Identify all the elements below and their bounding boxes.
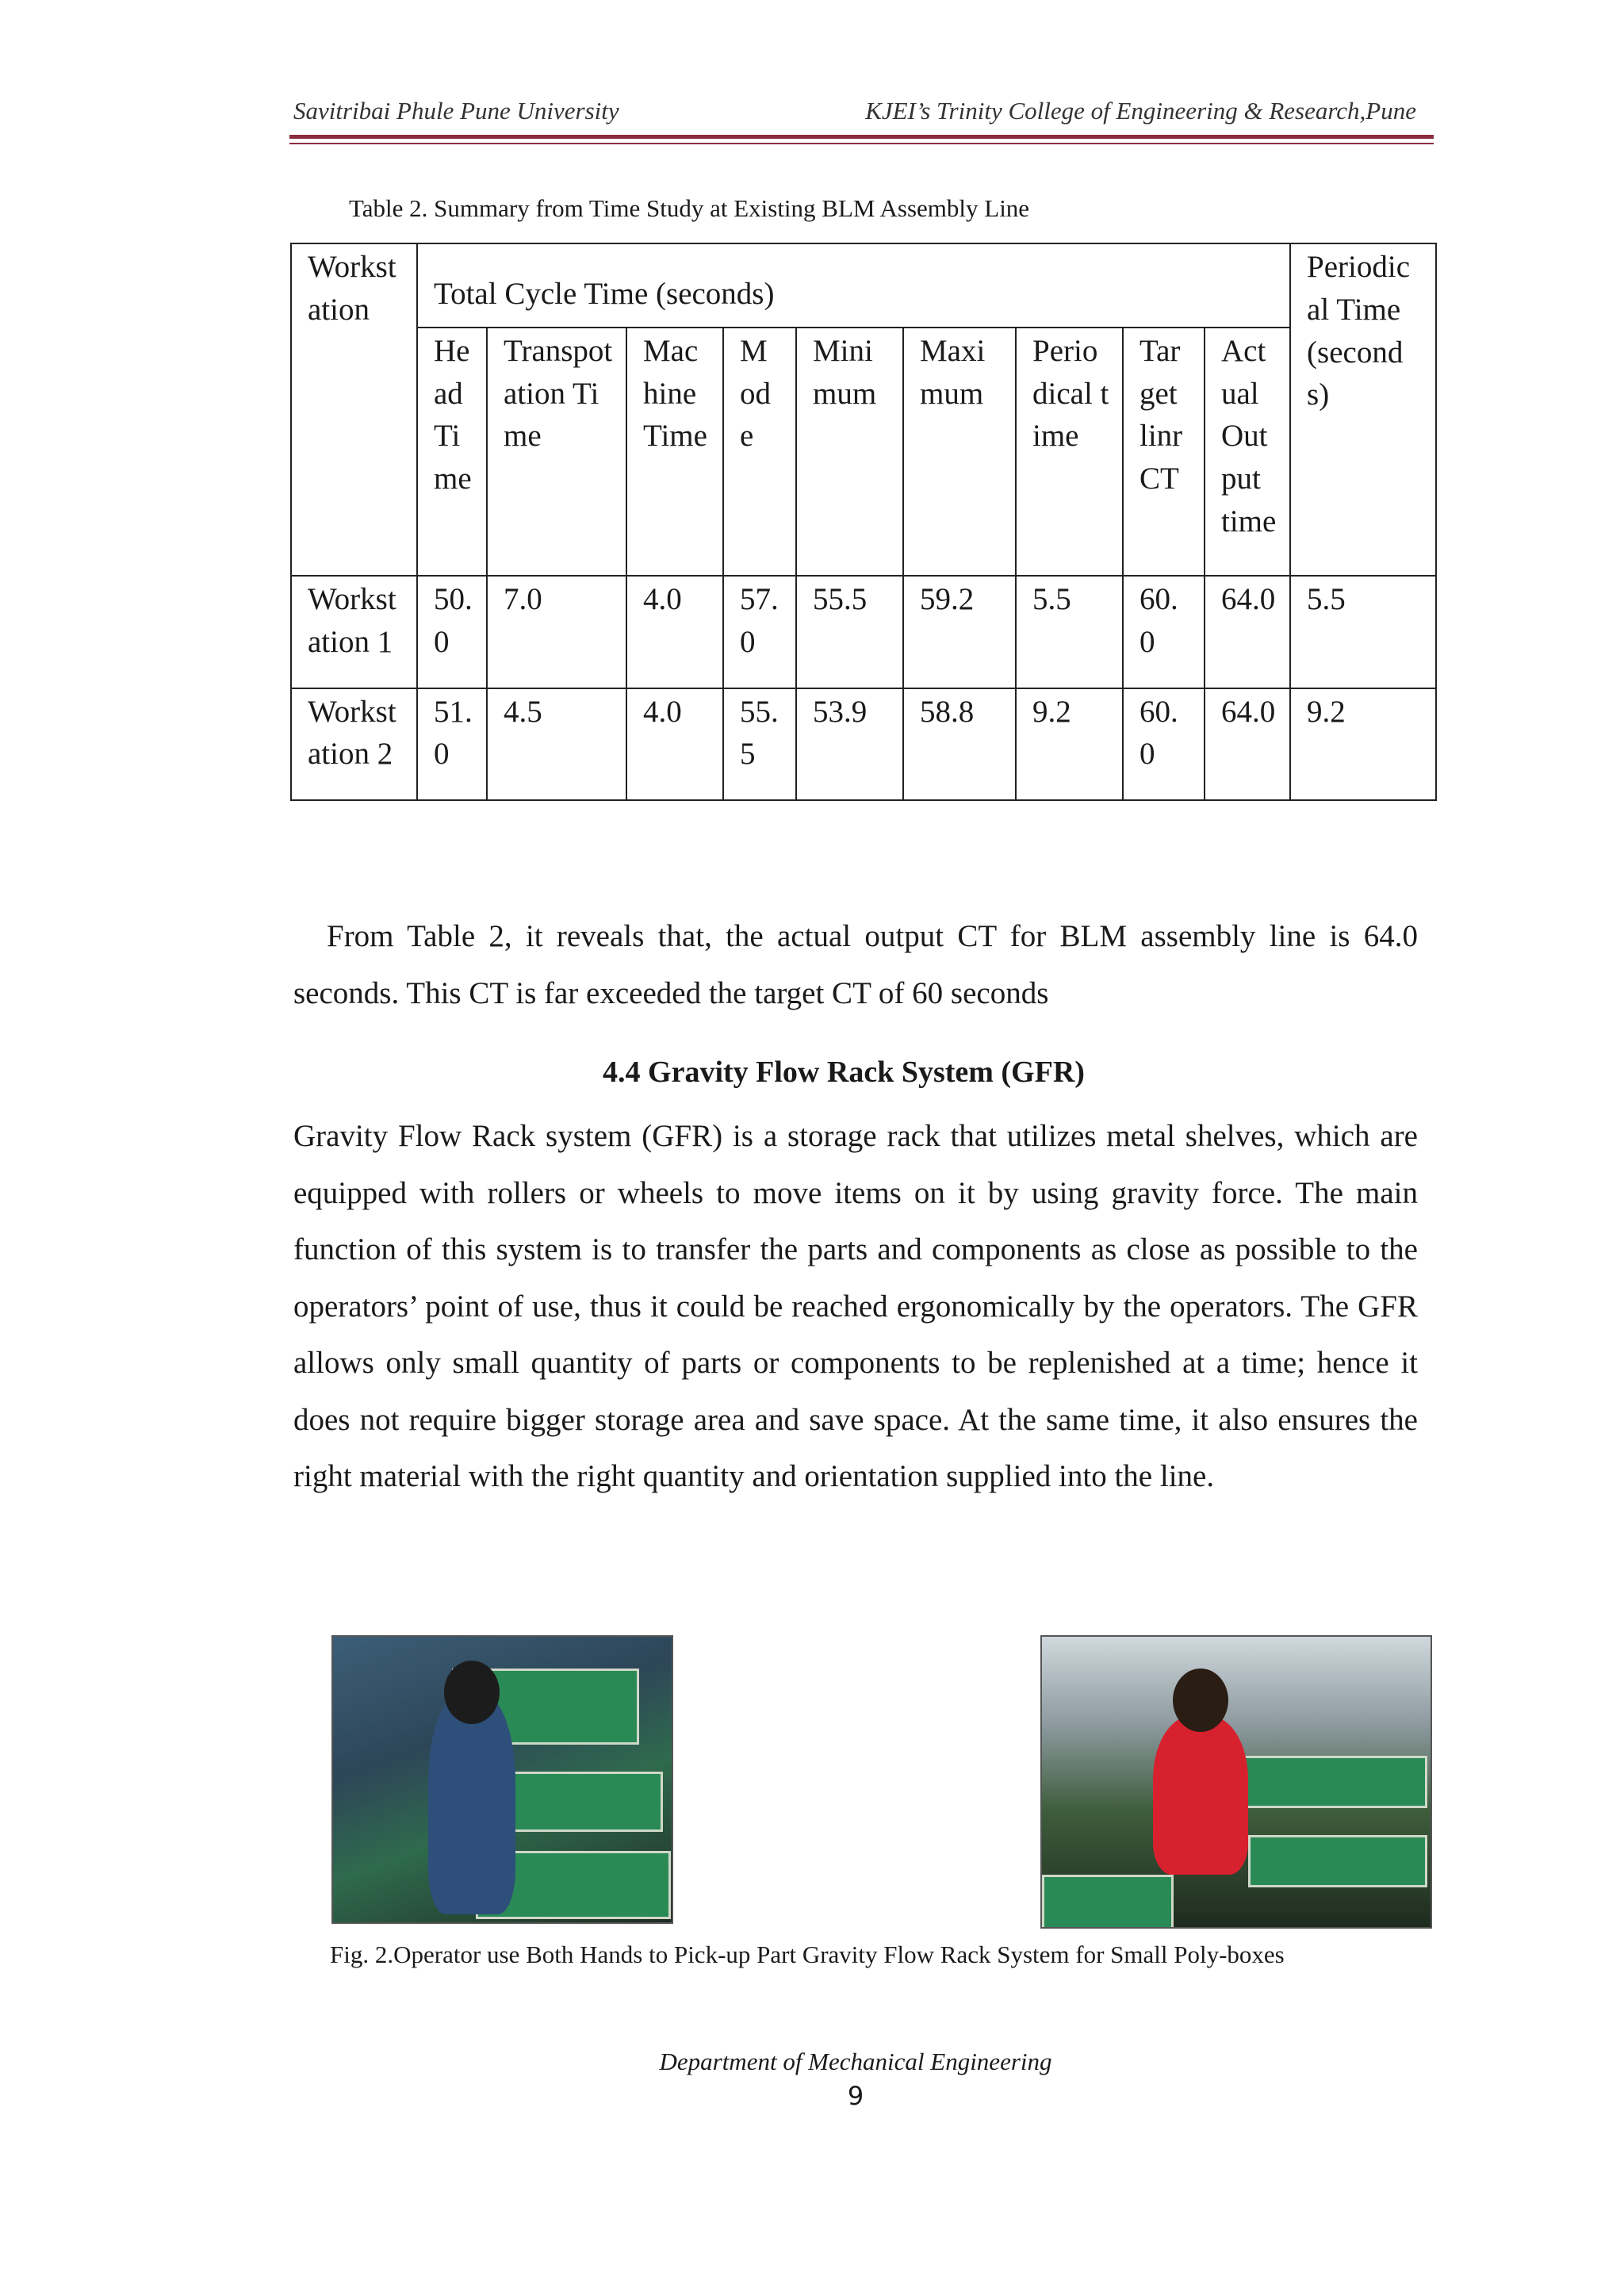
header-college: KJEI’s Trinity College of Engineering & Research,Pune xyxy=(865,97,1416,125)
table-row xyxy=(291,576,1436,688)
paragraph-table-summary: From Table 2, it reveals that, the actual output CT for BLM assembly line is 64.0 seconds. This CT is far exceeded the target CT of 60 seconds xyxy=(293,919,1418,1010)
table-cell: 64.0 xyxy=(1205,576,1290,688)
table-caption: Table 2. Summary from Time Study at Existing BLM Assembly Line xyxy=(349,194,1030,222)
table-cell: 5.5 xyxy=(1290,576,1436,688)
subheader-cell: Actual Output time xyxy=(1205,328,1290,576)
table-cell: 50.0 xyxy=(417,576,487,688)
table-cell: 64.0 xyxy=(1205,688,1290,801)
table-cell: 55.5 xyxy=(723,688,796,801)
table-cell: 4.0 xyxy=(626,688,723,801)
table-cell: 4.0 xyxy=(626,576,723,688)
subheader-cell: Minimum xyxy=(796,328,903,576)
table-cell: 51.0 xyxy=(417,688,487,801)
header-workstation: Workstation xyxy=(291,243,417,576)
table-cell: 53.9 xyxy=(796,688,903,801)
table-cell: 60.0 xyxy=(1123,576,1205,688)
table-header-row xyxy=(291,243,1436,328)
table-cell: 58.8 xyxy=(903,688,1016,801)
section-title: 4.4 Gravity Flow Rack System (GFR) xyxy=(603,1056,1085,1089)
operator-photo-right xyxy=(1040,1635,1432,1929)
subheader-cell: Target linr CT xyxy=(1123,328,1205,576)
table-cell: 60.0 xyxy=(1123,688,1205,801)
figure-caption: Fig. 2.Operator use Both Hands to Pick-up Part Gravity Flow Rack System for Small Poly-boxes xyxy=(330,1941,1285,1968)
table-cell: 57.0 xyxy=(723,576,796,688)
header-rule-thin xyxy=(289,143,1434,144)
header-total-cycle-time: Total Cycle Time (seconds) xyxy=(417,243,1290,328)
row-label: Workstation 1 xyxy=(291,576,417,688)
table-cell: 55.5 xyxy=(796,576,903,688)
table-cell: 7.0 xyxy=(487,576,626,688)
time-study-table xyxy=(290,243,1437,801)
page-number: 9 xyxy=(847,2081,864,2111)
table-cell: 4.5 xyxy=(487,688,626,801)
header-rule-thick xyxy=(289,135,1434,139)
table-cell: 59.2 xyxy=(903,576,1016,688)
table-cell: 5.5 xyxy=(1016,576,1123,688)
operator-photo-left xyxy=(331,1635,673,1924)
table-subheader-row xyxy=(291,328,1436,576)
table-cell: 9.2 xyxy=(1016,688,1123,801)
subheader-cell: Transpotation Time xyxy=(487,328,626,576)
footer-department: Department of Mechanical Engineering xyxy=(659,2048,1052,2075)
subheader-cell: Machine Time xyxy=(626,328,723,576)
row-label: Workstation 2 xyxy=(291,688,417,801)
subheader-cell: Head Time xyxy=(417,328,487,576)
subheader-cell: Mode xyxy=(723,328,796,576)
table-cell: 9.2 xyxy=(1290,688,1436,801)
subheader-cell: Periodical time xyxy=(1016,328,1123,576)
table-row xyxy=(291,688,1436,801)
subheader-cell: Maximum xyxy=(903,328,1016,576)
paragraph-gfr-description: Gravity Flow Rack system (GFR) is a storage rack that utilizes metal shelves, which are equipped with rollers or wheels to move items on it by using gravity force. The main function of this system is to transfer the parts and components as close as possible to the operators’ point of use, thus it could be reached ergonomically by the operators. The GFR allows only small quantity of parts or components to be replenished at a time; hence it does not require bigger storage area and save space. At the same time, it also ensures the right material with the right quantity and orientation supplied into the line. xyxy=(293,1119,1418,1493)
header-university: Savitribai Phule Pune University xyxy=(293,97,619,125)
header-periodical-time: Periodical Time(seconds) xyxy=(1290,243,1436,576)
